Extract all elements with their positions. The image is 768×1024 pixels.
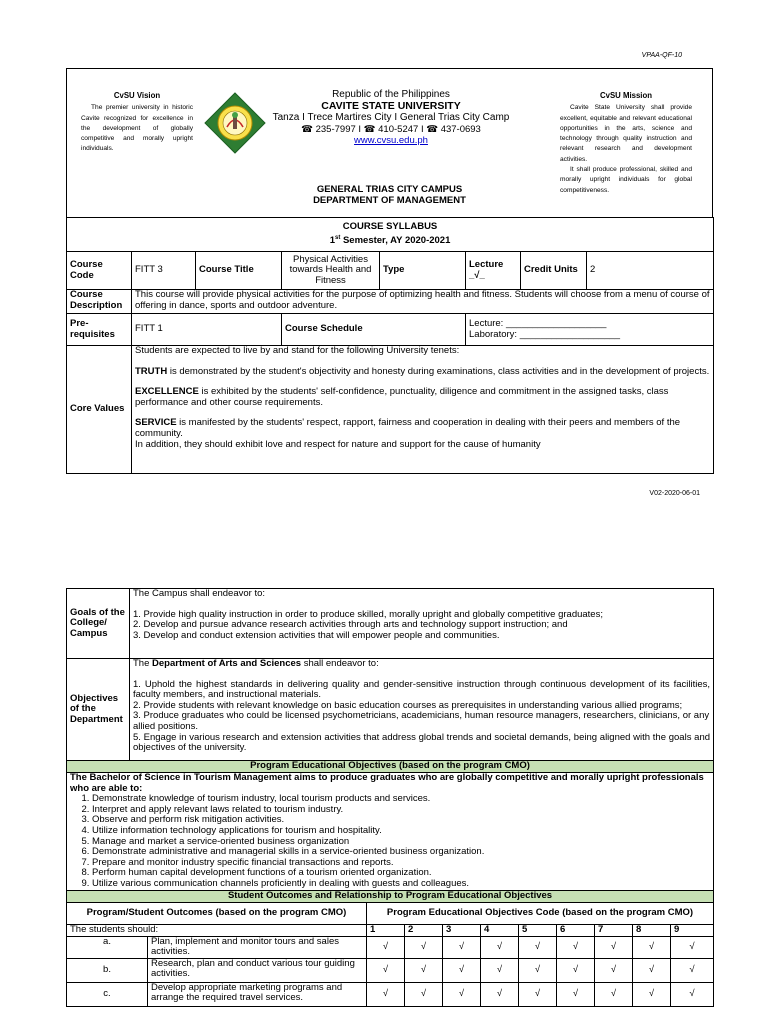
schedule-laboratory: Laboratory: ___________________ (469, 328, 621, 340)
check-mark: √ (481, 982, 519, 1006)
goal-item: 1. Provide high quality instruction in order to produce skilled, morally upright and globally competitive graduates; (133, 608, 603, 620)
peo-item: 6. Demonstrate administrative and managerial skills in a service-oriented business organization. (92, 847, 710, 858)
peo-code-col-header: Program Educational Objectives Code (based on the program CMO) (367, 902, 714, 924)
outcome-text: Research, plan and conduct various tour guiding activities. (148, 958, 367, 982)
peo-item: 5. Manage and market a service-oriented business organization (92, 837, 710, 848)
peo-list (70, 794, 710, 889)
outcome-letter: b. (67, 958, 148, 982)
campus-department-title (67, 184, 712, 206)
core-values-closing: In addition, they should exhibit love and respect for nature and support for the cause of humanity (135, 438, 541, 450)
check-mark: √ (367, 936, 405, 958)
check-mark: √ (519, 982, 557, 1006)
peo-code-header: 4 (481, 924, 519, 936)
header-center (253, 89, 529, 147)
objective-item: 5. Engage in various research and extension activities that address global trends and societal demands, being aligned with the goals and objectives of the university. (133, 731, 711, 754)
check-mark: √ (595, 936, 633, 958)
check-mark: √ (595, 958, 633, 982)
peo-code-header: 9 (671, 924, 714, 936)
credit-units-label: Credit Units (521, 252, 587, 290)
peo-code-header: 2 (405, 924, 443, 936)
check-mark: √ (519, 958, 557, 982)
check-mark: √ (519, 936, 557, 958)
check-mark: √ (557, 958, 595, 982)
outcome-text: Develop appropriate marketing programs and arrange the required travel services. (148, 982, 367, 1006)
check-mark: √ (443, 936, 481, 958)
peo-item: 3. Observe and perform risk mitigation activities. (92, 815, 710, 826)
form-code: VPAA-QF-10 (641, 52, 682, 59)
mission-text: Cavite State University shall provide excellent, equitable and relevant educational opportunities in the arts, science and technology through quality instruction and relevant research and development activities. (560, 104, 692, 163)
course-description-value: This course will provide physical activities for the purpose of optimizing health and fitness. Students will choose from a menu of course of offering in dance, sports and outdoor adventure. (132, 290, 714, 314)
peo-header: Program Educational Objectives (based on the program CMO) (67, 761, 714, 773)
lecture-type-cell (466, 252, 521, 290)
peo-intro: The Bachelor of Science in Tourism Management aims to produce graduates who are globally competitive and morally upright professionals who are able to: (70, 772, 704, 794)
check-mark: √ (481, 936, 519, 958)
peo-code-header: 3 (443, 924, 481, 936)
program-objectives-table (66, 588, 714, 1007)
semester-line: 1st Semester, AY 2020-2021 (329, 234, 451, 247)
course-schedule-label: Course Schedule (282, 314, 466, 346)
prerequisites-value: FITT 1 (132, 314, 282, 346)
course-info-table (66, 217, 714, 474)
vision-title: CvSU Vision (113, 91, 161, 100)
republic-line: Republic of the Philippines (332, 89, 450, 100)
peo-code-header: 7 (595, 924, 633, 936)
core-values-intro: Students are expected to live by and stand for the following University tenets: (135, 345, 460, 356)
campus-locations: Tanza I Trece Martires City I General Trias City Camp (272, 112, 510, 123)
check-mark: √ (405, 982, 443, 1006)
check-mark: √ (671, 982, 714, 1006)
peo-item: 7. Prepare and monitor industry specific financial transactions and reports. (92, 858, 710, 869)
outcome-letter: a. (67, 936, 148, 958)
syllabus-title: COURSE SYLLABUS (342, 221, 438, 233)
document-header (66, 68, 713, 218)
outcomes-intro: The students should: (67, 924, 367, 936)
syllabus-title-cell (67, 218, 714, 252)
truth-value: TRUTH is demonstrated by the student's objectivity and honesty during examinations, class activities and in the development of projects. (135, 365, 710, 377)
lecture-label: Lecture (469, 258, 504, 270)
department-name: DEPARTMENT OF MANAGEMENT (313, 195, 466, 206)
check-mark: √ (367, 982, 405, 1006)
credit-units-value: 2 (587, 252, 714, 290)
check-mark: √ (443, 958, 481, 982)
goals-label: Goals of the College/ Campus (67, 589, 130, 659)
mission-title: CvSU Mission (600, 91, 652, 100)
outcome-row (67, 936, 714, 958)
service-value: SERVICE is manifested by the students' respect, rapport, fairness and cooperation in dealing with their peers and members of the community. (135, 417, 681, 439)
outcome-letter: c. (67, 982, 148, 1006)
course-schedule-value (466, 314, 714, 346)
mission-block (560, 91, 692, 196)
vision-text: The premier university in historic Cavite recognized for excellence in the development of globally competitive and morally upright individuals. (81, 104, 193, 153)
check-mark: √ (367, 958, 405, 982)
outcome-text: Plan, implement and monitor tours and sales activities. (148, 936, 367, 958)
course-type-label: Type (380, 252, 466, 290)
check-mark: √ (443, 982, 481, 1006)
check-mark: √ (671, 936, 714, 958)
check-mark: √ (633, 936, 671, 958)
course-code-label: Course Code (67, 252, 132, 290)
vision-block (81, 91, 193, 155)
check-mark: √ (633, 958, 671, 982)
peo-code-header: 8 (633, 924, 671, 936)
peo-code-header: 6 (557, 924, 595, 936)
objectives-intro: The Department of Arts and Sciences shall endeavor to: (133, 658, 379, 669)
schedule-lecture: Lecture: ___________________ (469, 317, 607, 329)
peo-content (67, 773, 714, 891)
goal-item: 2. Develop and pursue advance research activities through arts and technology support instruction; and (133, 619, 568, 631)
core-values-content (132, 346, 714, 474)
goals-intro: The Campus shall endeavor to: (133, 588, 266, 599)
check-mark: √ (481, 958, 519, 982)
objectives-label: Objectives of the Department (67, 659, 130, 761)
mission-text-2: It shall produce professional, skilled and morally upright individuals for global competitiveness. (560, 166, 692, 194)
course-code-value: FITT 3 (132, 252, 196, 290)
course-title-label: Course Title (196, 252, 282, 290)
peo-item: 4. Utilize information technology applications for tourism and hospitality. (92, 826, 710, 837)
course-description-label: Course Description (67, 290, 132, 314)
core-values-label: Core Values (67, 346, 132, 474)
objectives-content (130, 659, 714, 761)
check-mark: √ (405, 958, 443, 982)
peo-code-header: 1 (367, 924, 405, 936)
outcomes-header: Student Outcomes and Relationship to Program Educational Objectives (67, 890, 714, 902)
course-title-value: Physical Activities towards Health and Fitness (282, 252, 380, 290)
prerequisites-label: Pre-requisites (67, 314, 132, 346)
check-mark: √ (671, 958, 714, 982)
outcome-row (67, 958, 714, 982)
lecture-check: _√_ (469, 269, 485, 281)
check-mark: √ (405, 936, 443, 958)
objective-item: 1. Uphold the highest standards in delivering quality and gender-sensitive instruction through continuous development of its facilities, faculty members, and instructional materials. (133, 678, 711, 701)
outcomes-col-header: Program/Student Outcomes (based on the program CMO) (67, 902, 367, 924)
peo-item: 8. Perform human capital development functions of a tourism oriented organization. (92, 868, 710, 879)
check-mark: √ (557, 936, 595, 958)
peo-item: 9. Utilize various communication channels proficiently in dealing with guests and colleagues. (92, 879, 710, 890)
campus-name: GENERAL TRIAS CITY CAMPUS (316, 184, 463, 195)
website-link[interactable]: www.cvsu.edu.ph (354, 135, 428, 146)
peo-code-header: 5 (519, 924, 557, 936)
check-mark: √ (595, 982, 633, 1006)
outcome-row (67, 982, 714, 1006)
revision-code: V02-2020-06-01 (649, 490, 700, 497)
goal-item: 3. Develop and conduct extension activities that will empower people and communities. (133, 629, 500, 641)
peo-item: 2. Interpret and apply relevant laws related to tourism industry. (92, 805, 710, 816)
objective-item: 2. Provide students with relevant knowledge on basic education courses as prerequisites in understanding various allied programs; (133, 699, 683, 711)
check-mark: √ (557, 982, 595, 1006)
excellence-value: EXCELLENCE is exhibited by the students' self-confidence, punctuality, diligence and commitment in the assigned tasks, class performance and other course requirements. (135, 386, 669, 408)
peo-item: 1. Demonstrate knowledge of tourism industry, local tourism products and services. (92, 794, 710, 805)
objective-item: 3. Produce graduates who could be licensed psychometricians, academicians, human resource managers, researchers, clinicians, or any allied positions. (133, 710, 710, 732)
goals-content (130, 589, 714, 659)
university-name: CAVITE STATE UNIVERSITY (321, 99, 461, 112)
phone-numbers: ☎ 235-7997 I ☎ 410-5247 I ☎ 437-0693 (301, 123, 481, 135)
check-mark: √ (633, 982, 671, 1006)
